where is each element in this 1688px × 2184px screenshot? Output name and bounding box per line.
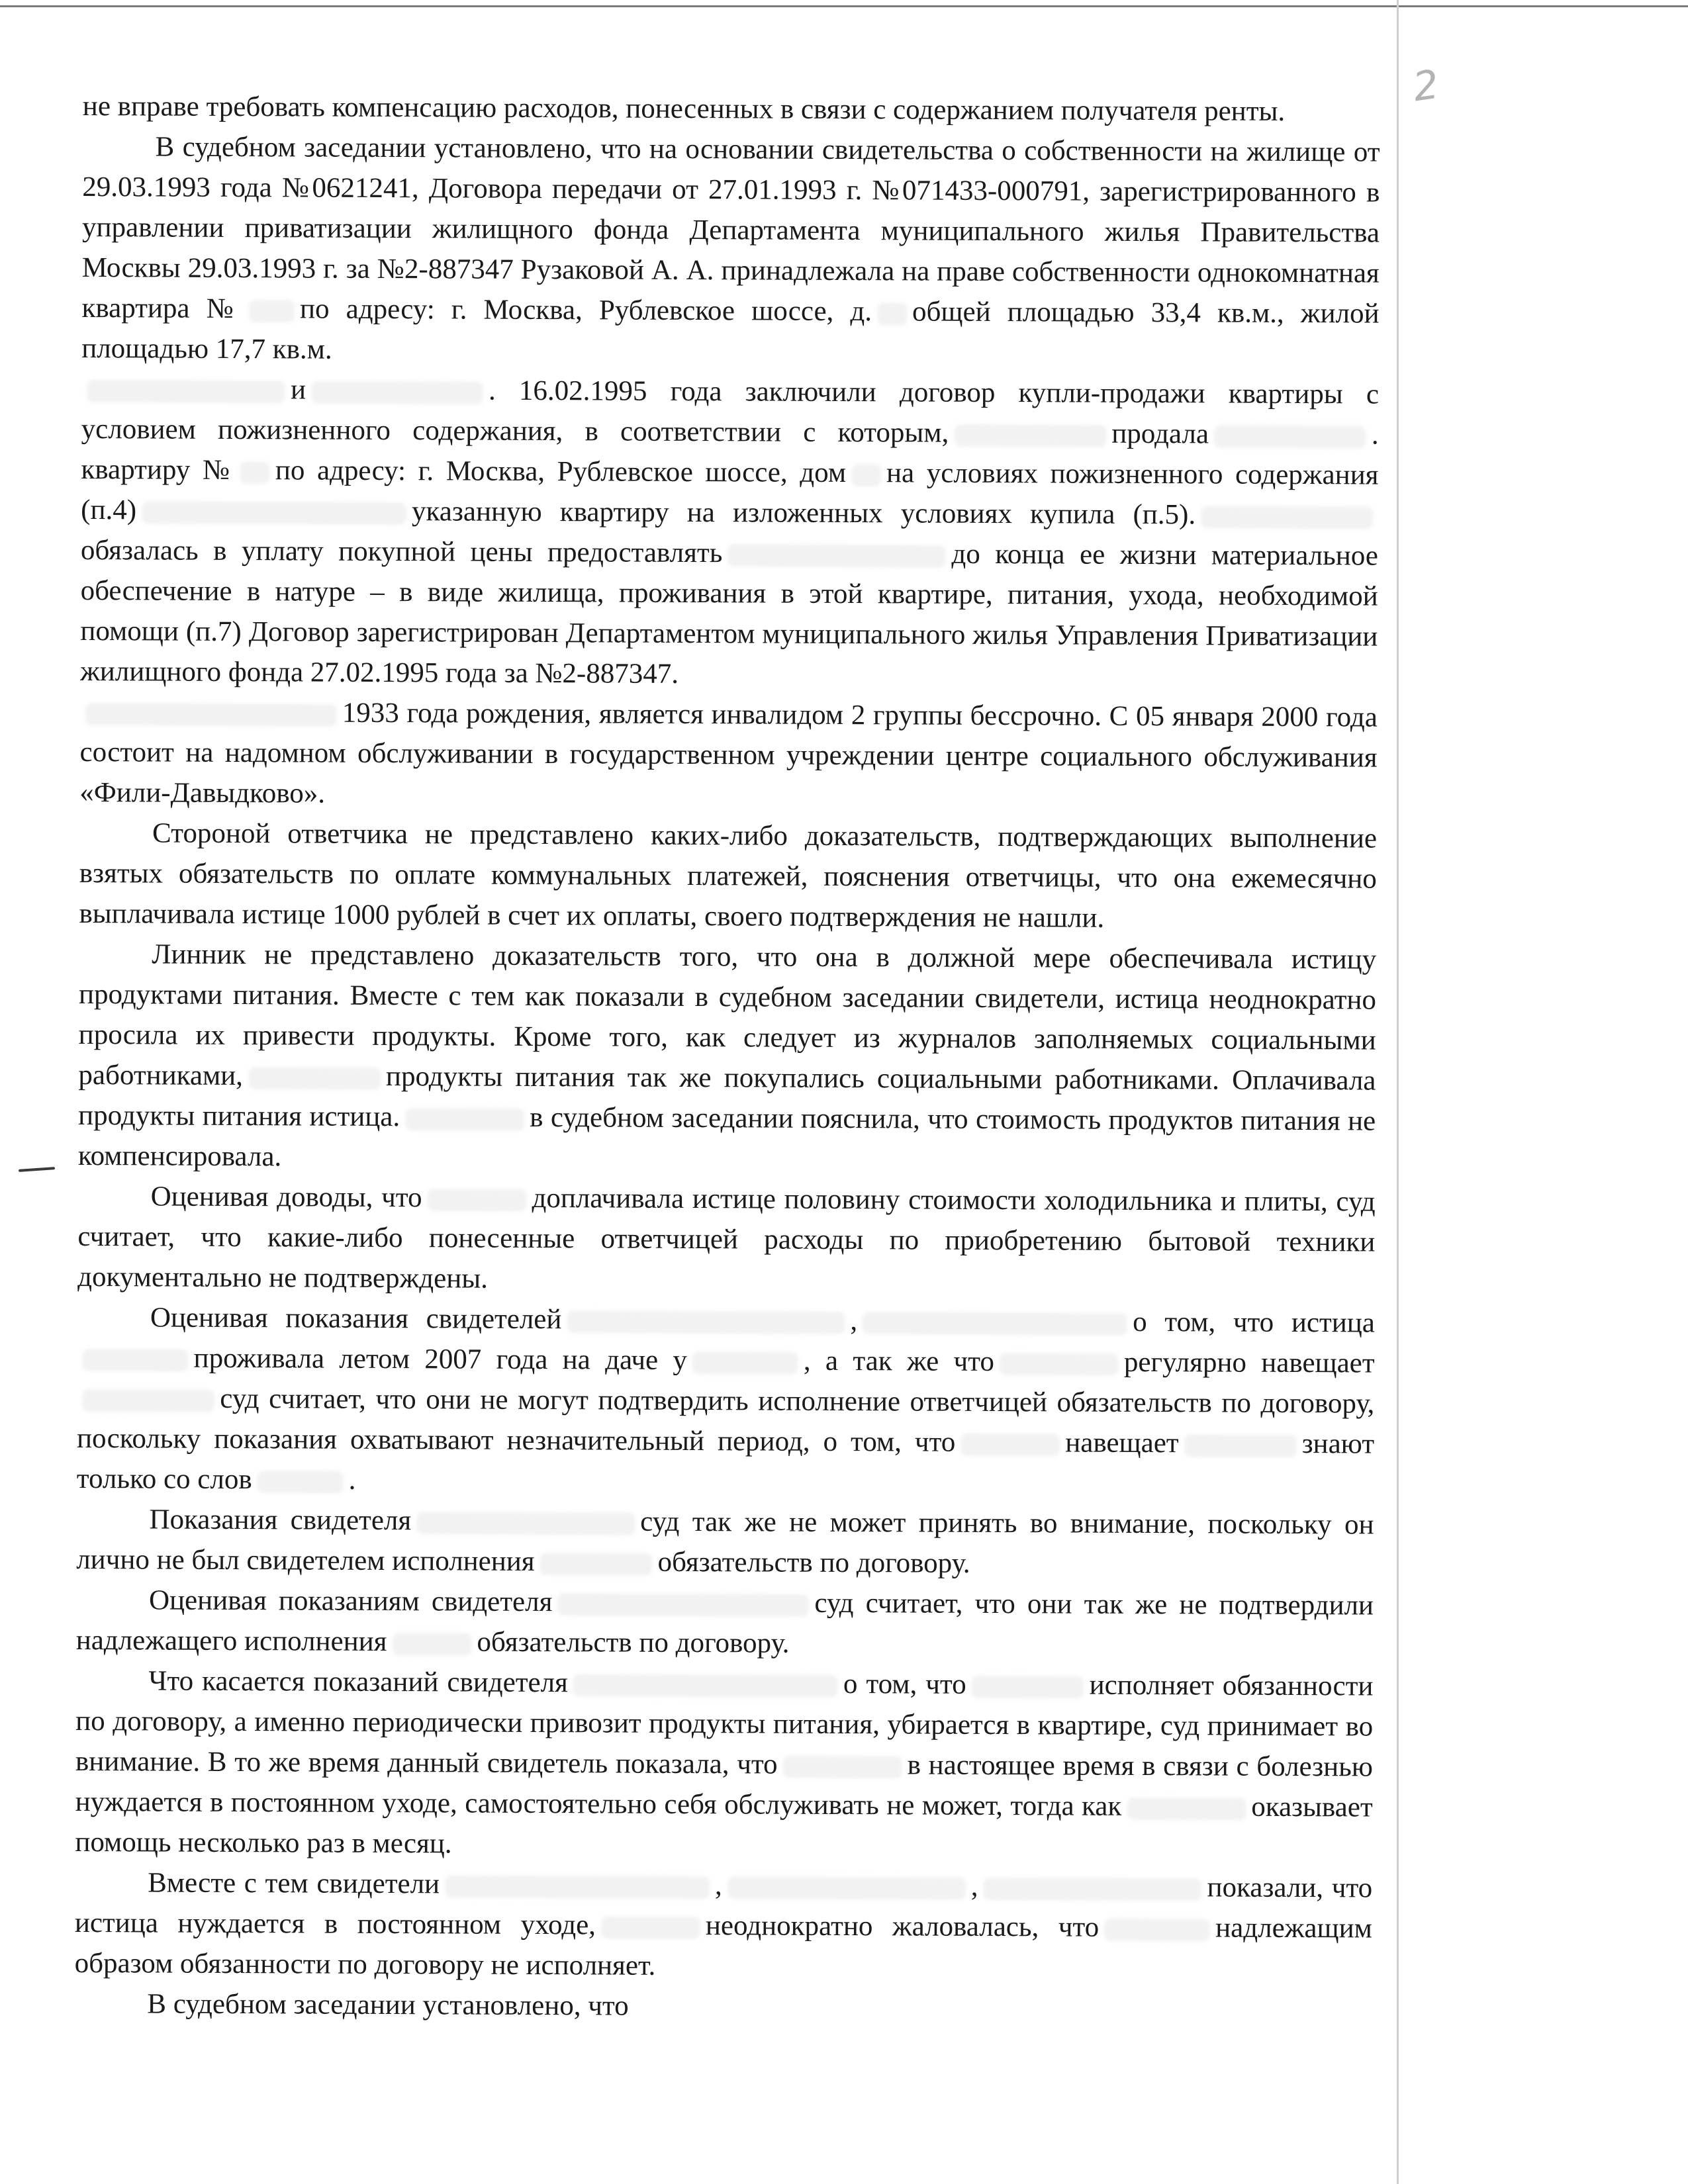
paragraph-text: до конца ее жизни материальное обеспечение в натуре – в виде жилища, проживания в этой квартире, питания, ухода, необходимой помощи (п.7) Договор зарегистрирован Департаментом муниципального жилья Управления Приватизации жилищного фонда 27.02.1995 года за №2-887347. — [80, 538, 1379, 690]
paragraph — [77, 1176, 1376, 1303]
paragraph — [83, 86, 1380, 132]
paragraph-text: суд считает, что они так же не подтвердили надлежащего исполнения — [75, 1587, 1374, 1658]
paragraph — [75, 1661, 1373, 1868]
redacted-name — [392, 1633, 471, 1656]
paragraph-text: Стороной ответчика не представлено каких-либо доказательств, подтверждающих выполнение взятых обязательств по оплате коммунальных платежей, пояснения ответчицы, что она ежемесячно выплачивала истице 1000 рублей в счет их оплаты, своего подтверждения не нашли. — [79, 817, 1378, 934]
redacted-name — [972, 1676, 1084, 1699]
redacted-name — [258, 1471, 344, 1494]
paragraph — [76, 1499, 1374, 1586]
paragraph-text: не вправе требовать компенсацию расходов, понесенных в связи с содержанием получателя ренты. — [82, 90, 1286, 127]
redacted-name — [1127, 1797, 1246, 1821]
paragraph-text: о том, что — [843, 1668, 966, 1700]
paragraph-text: Оценивая показания свидетелей — [150, 1302, 562, 1336]
paragraph — [79, 692, 1378, 819]
paragraph — [81, 126, 1380, 375]
redacted-name — [87, 380, 285, 403]
redacted-name — [984, 1878, 1202, 1901]
paragraph — [80, 369, 1379, 698]
paragraph-text: навещает — [1065, 1427, 1179, 1459]
paragraph-text: В судебном заседании установлено, что — [147, 1988, 629, 2022]
redacted-name — [783, 1756, 902, 1779]
paragraph-text: Вместе с тем свидетели — [148, 1867, 440, 1900]
paragraph-text: суд считает, что они не могут подтвердить исполнение ответчицей обязательств по договору, поскольку показания охватывают незначительный период, о том, что — [76, 1383, 1375, 1458]
paragraph — [74, 1862, 1372, 1989]
paragraph-text: Оценивая показаниям свидетеля — [148, 1584, 553, 1618]
redacted-name — [727, 544, 946, 567]
redacted-name — [248, 1067, 381, 1090]
paragraph-text: показали, что истица нуждается в постоянном уходе, — [74, 1872, 1373, 1941]
paragraph-text: обязалась в уплату покупной цены предоставлять — [80, 534, 723, 569]
paragraph-text: , — [970, 1870, 978, 1902]
redacted-name — [727, 1876, 966, 1900]
paragraph-text: на условиях пожизненного содержания (п.4) — [81, 457, 1379, 526]
redacted-name — [1000, 1353, 1119, 1376]
redacted-name — [961, 1433, 1060, 1457]
redacted-name — [851, 464, 881, 486]
paragraph-text: о том, что истица — [1133, 1306, 1375, 1339]
paragraph-text: обязательств по договору. — [657, 1546, 970, 1579]
redacted-name — [82, 1389, 214, 1412]
redacted-name — [573, 1674, 838, 1698]
paragraph-text: суд так же не может принять во внимание, поскольку он лично не был свидетелем исполнения — [76, 1506, 1374, 1577]
paragraph-text: , — [850, 1305, 858, 1337]
paragraph-text: . квартиру № — [81, 419, 1379, 486]
paragraph-text: надлежащим образом обязанности по договору не исполняет. — [74, 1912, 1372, 1981]
paragraph-text: и — [290, 374, 306, 406]
paragraph-text: доплачивала истице половину стоимости холодильника и плиты, суд считает, что какие-либо понесенные ответчицей расходы по приобретению бытовой техники документально не подтверждены. — [77, 1182, 1376, 1295]
redacted-name — [416, 1512, 635, 1535]
paragraph — [77, 1297, 1375, 1505]
paragraph-text: Показания свидетеля — [149, 1504, 412, 1537]
paragraph-text: регулярно навещает — [1123, 1346, 1375, 1379]
paragraph-text: В судебном заседании установлено, что на основании свидетельства о собственности на жилище от 29.03.1993 года №0621241, Договора передачи от 27.01.1993 г. №071433-000791, зарегистрированного в управлении приватизации жилищного фонда Департамента муниципального жилья Правительства Москвы 29.03.1993 г. за №2-887347 Рузаковой А. А. принадлежала на праве собственности однокомнатная квартира № — [81, 131, 1380, 325]
paragraph-text: Линник не представлено доказательств того, что она в должной мере обеспечивала истицу продуктами питания. Вместе с тем как показали в судебном заседании свидетели, истица неоднократно просила их привести продукты. Кроме того, как следует из журналов заполняемых социальными работниками, — [78, 938, 1377, 1092]
redacted-name — [557, 1593, 809, 1617]
paragraph-text: оказывает помощь несколько раз в месяц. — [75, 1791, 1373, 1860]
redacted-name — [248, 300, 295, 322]
redacted-name — [863, 1312, 1127, 1336]
paragraph — [76, 1580, 1374, 1666]
redacted-name — [567, 1310, 845, 1334]
paragraph-text: . 16.02.1995 года заключили договор купли-продажи квартиры с условием пожизненного содержания, в соответствии с которым, — [81, 375, 1380, 449]
redacted-name — [1214, 426, 1366, 449]
redacted-name — [311, 381, 483, 404]
redacted-name — [445, 1876, 710, 1899]
paragraph-text: продукты питания так же покупались социальными работниками. Оплачивала продукты питания истица. — [78, 1061, 1376, 1133]
paragraph — [79, 813, 1377, 940]
paragraph-text: указанную квартиру на изложенных условиях купила (п.5). — [412, 496, 1196, 531]
redacted-name — [427, 1189, 526, 1212]
redacted-name — [1201, 506, 1373, 529]
paragraph-text: исполняет обязанности по договору, а именно периодически привозит продукты питания, убирается в квартире, суд принимает во внимание. В то же время данный свидетель показала, что — [75, 1669, 1374, 1780]
redacted-name — [142, 502, 406, 525]
page-number: 2 — [1410, 61, 1442, 111]
document-body — [74, 86, 1380, 2030]
redacted-name — [692, 1351, 798, 1375]
paragraph-text: 1933 года рождения, является инвалидом 2 группы бессрочно. С 05 января 2000 года состоит на надомном обслуживании в государственном учреждении центре социального обслуживания «Фили-Давыдково». — [79, 697, 1378, 809]
stray-mark — [19, 1167, 55, 1172]
paragraph-text: продала — [1111, 418, 1209, 450]
paragraph — [78, 934, 1377, 1182]
redacted-name — [601, 1917, 700, 1940]
paragraph-text: . — [348, 1464, 356, 1496]
redacted-name — [954, 424, 1106, 447]
paragraph-text: общей площадью 33,4 кв.м., жилой площадью 17,7 кв.м. — [81, 296, 1380, 365]
scan-edge-right — [1397, 0, 1399, 2184]
paragraph-text: неоднократно жаловалась, что — [705, 1910, 1100, 1943]
paragraph-text: обязательств по договору. — [477, 1626, 790, 1659]
paragraph-text: , — [714, 1870, 722, 1901]
paragraph-text: , а так же что — [803, 1345, 995, 1378]
paragraph-text: Оценивая доводы, что — [150, 1181, 422, 1214]
paragraph-text: по адресу: г. Москва, Рублевское шоссе, дом — [275, 455, 847, 489]
redacted-name — [877, 302, 907, 325]
paragraph-text: проживала летом 2007 года на даче у — [193, 1342, 688, 1377]
scan-edge-top — [0, 5, 1688, 7]
paragraph-text: по адресу: г. Москва, Рублевское шоссе, д. — [299, 293, 872, 328]
redacted-name — [1184, 1434, 1297, 1457]
paragraph — [74, 1983, 1372, 2030]
redacted-name — [240, 461, 270, 484]
redacted-name — [405, 1108, 524, 1131]
redacted-name — [1104, 1919, 1210, 1942]
paragraph-text: Что касается показаний свидетеля — [148, 1665, 569, 1699]
paragraph-text: знают только со слов — [76, 1428, 1375, 1496]
redacted-name — [540, 1553, 653, 1576]
paragraph-text: в судебном заседании пояснила, что стоимость продуктов питания не компенсировала. — [77, 1101, 1376, 1173]
redacted-name — [85, 703, 337, 727]
redacted-name — [83, 1349, 189, 1372]
paragraph-text: в настоящее время в связи с болезнью нуждается в постоянном уходе, самостоятельно себя обслуживать не может, тогда как — [75, 1749, 1374, 1822]
